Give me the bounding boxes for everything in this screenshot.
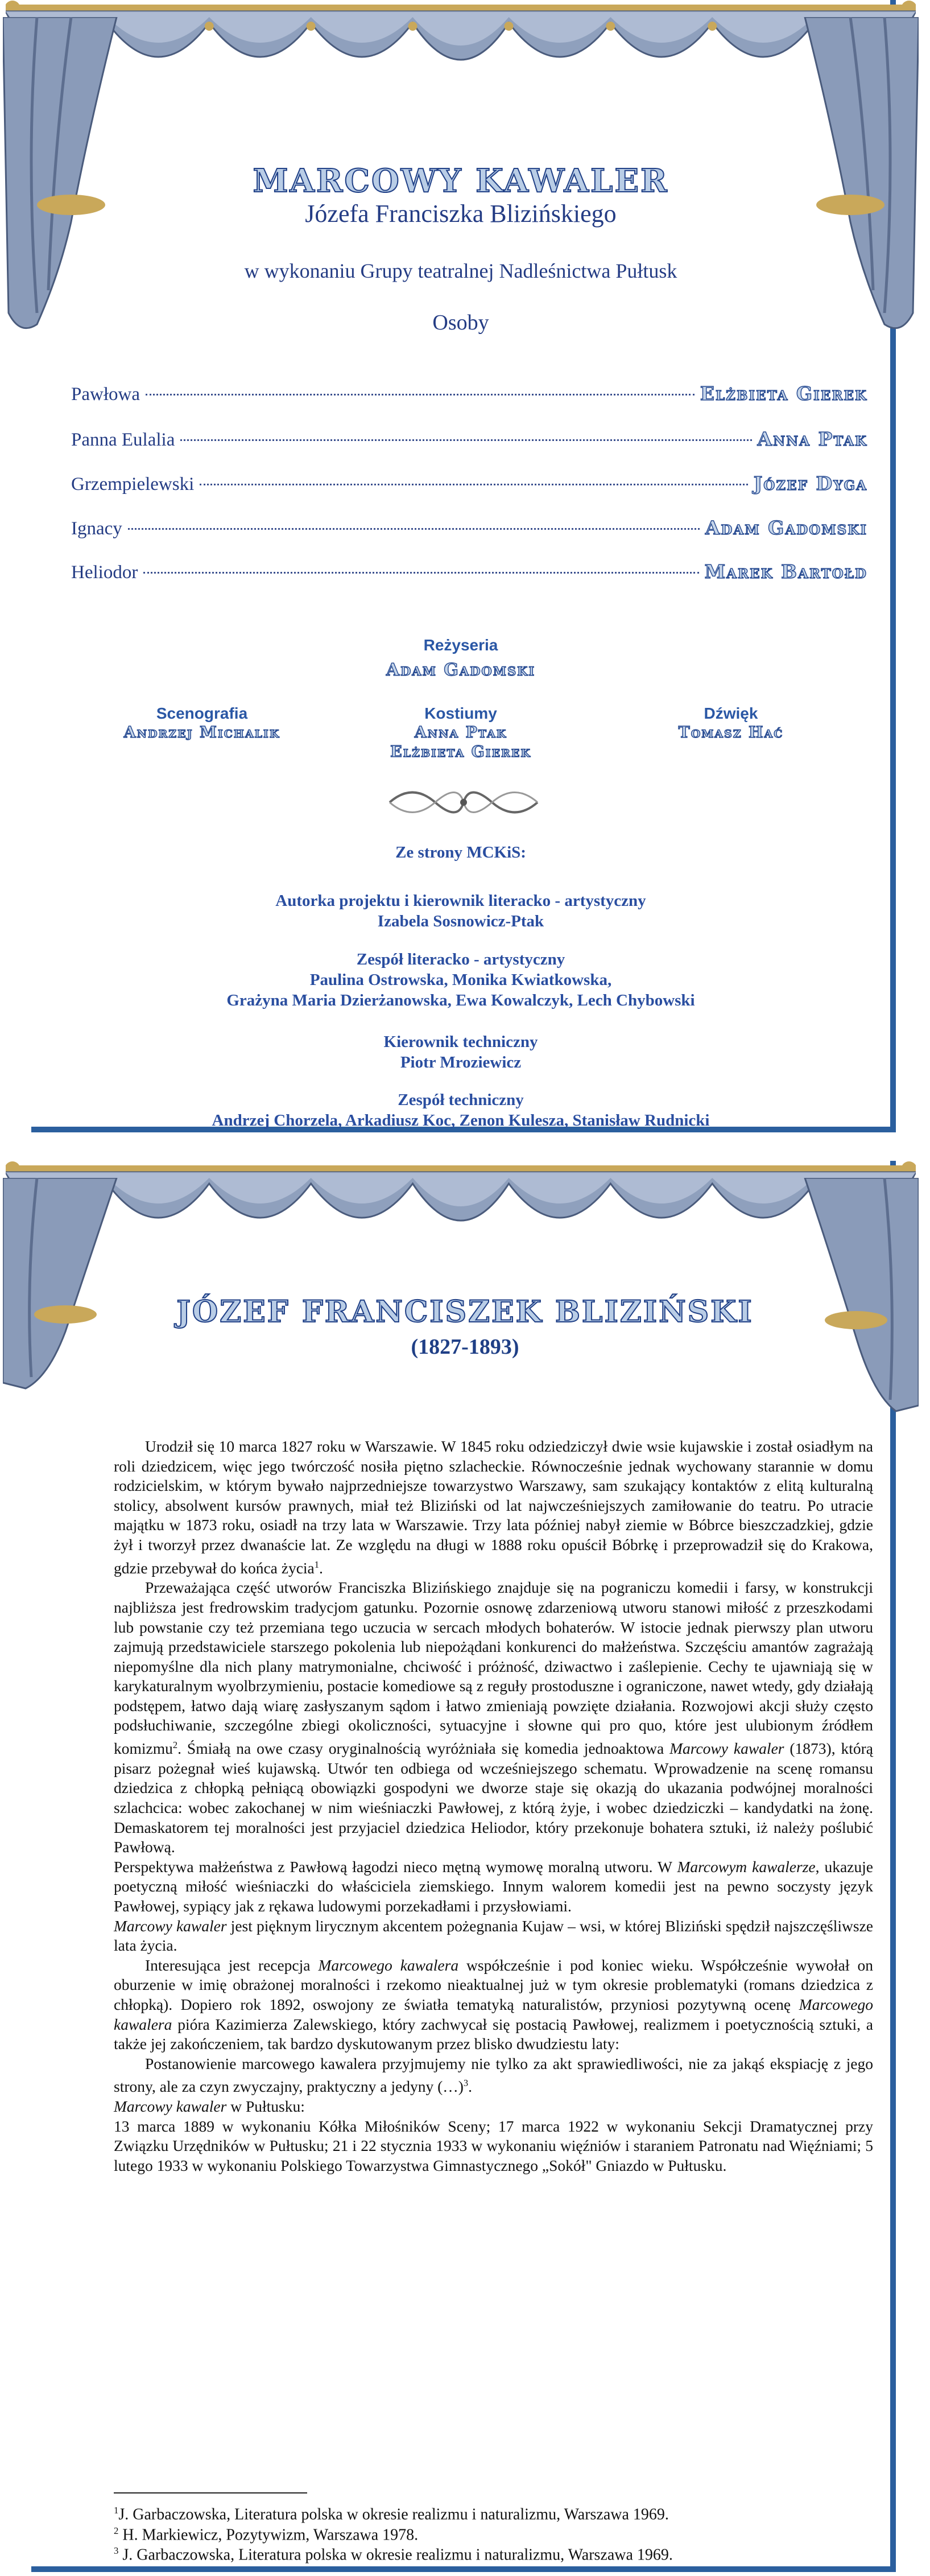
actor-name: Elżbieta Gierek — [700, 382, 867, 405]
program-page-cast — [31, 0, 896, 1132]
scenography-name: Andrzej Michalik — [123, 724, 280, 741]
footnote-text: J. Garbaczowska, Literatura polska w okresie realizmu i naturalizmu, Warszawa 1969. — [122, 2546, 673, 2564]
project-author-name: Izabela Sosnowicz-Ptak — [377, 912, 544, 930]
footnote-1: $^1$J. Garbaczowska, Literatura polska w okresie realizmu i naturalizmu, Warszawa 1969. — [114, 2505, 669, 2524]
cast-row — [71, 382, 867, 414]
tech-lead-name: Piotr Mroziewicz — [400, 1053, 522, 1071]
actor-name: Adam Gadomski — [705, 517, 867, 539]
performance-line: w wykonaniu Grupy teatralnej Nadleśnictwa Pułtusk — [244, 259, 677, 282]
role-name: Ignacy — [71, 518, 122, 539]
tech-team-label: Zespół techniczny — [398, 1091, 524, 1109]
dot-leader — [146, 394, 695, 395]
actor-name: Marek Bartołd — [704, 560, 867, 583]
dot-leader — [180, 439, 751, 441]
play-author: Józefa Franciszka Blizińskiego — [305, 200, 617, 228]
role-name: Grzempielewski — [71, 474, 195, 494]
sound-name: Tomasz Hać — [678, 724, 784, 741]
curtain-pelmet-top — [6, 1161, 916, 1292]
cast-row — [71, 472, 867, 504]
dot-leader — [143, 572, 698, 574]
footnote-text: H. Markiewicz, Pozytywizm, Warszawa 1978. — [122, 2526, 419, 2544]
persons-heading: Osoby — [432, 311, 489, 335]
biography-title: JÓZEF FRANCISZEK BLIZIŃSKI — [176, 1295, 754, 1329]
cast-row — [71, 428, 867, 460]
actor-name: Józef Dyga — [753, 472, 867, 494]
direction-name: Adam Gadomski — [386, 660, 536, 680]
tech-team-names: Andrzej Chorzela, Arkadiusz Koc, Zenon Kulesza, Stanisław Rudnicki — [212, 1111, 710, 1130]
biography-years: (1827-1893) — [411, 1335, 519, 1359]
footnote-2: $^2$ H. Markiewicz, Pozytywizm, Warszawa 1978. — [114, 2525, 419, 2544]
dot-leader — [200, 484, 747, 485]
costumes-label: Kostiumy — [424, 704, 497, 722]
project-author-label: Autorka projektu i kierownik literacko - artystyczny — [275, 892, 646, 910]
curtain-drape-left — [3, 1178, 128, 1394]
role-name: Heliodor — [71, 562, 138, 583]
sound-label: Dźwięk — [704, 704, 758, 722]
footnote-3: $^3$ J. Garbaczowska, Literatura polska w okresie realizmu i naturalizmu, Warszawa 1969. — [114, 2545, 673, 2564]
curtain-pelmet-top — [6, 0, 916, 131]
mckis-heading: Ze strony MCKiS: — [395, 843, 526, 862]
direction-label: Reżyseria — [423, 636, 498, 654]
cast-row — [71, 517, 867, 549]
footnote-text: J. Garbaczowska, Literatura polska w okresie realizmu i naturalizmu, Warszawa 1969. — [118, 2505, 669, 2524]
costumes-name: Elżbieta Gierek — [390, 743, 531, 761]
literary-team-names: Grażyna Maria Dzierżanowska, Ewa Kowalczyk, Lech Chybowski — [226, 991, 695, 1009]
scenography-label: Scenografia — [156, 704, 248, 722]
footnote-rule — [114, 2492, 307, 2493]
literary-team-label: Zespół literacko - artystyczny — [356, 950, 565, 968]
tech-lead-label: Kierownik techniczny — [383, 1033, 538, 1051]
costumes-name: Anna Ptak — [414, 724, 507, 741]
literary-team-names: Paulina Ostrowska, Monika Kwiatkowska, — [309, 971, 612, 989]
play-title: MARCOWY KAWALER — [253, 162, 669, 200]
role-name: Panna Eulalia — [71, 430, 175, 450]
dot-leader — [128, 528, 700, 530]
biography-text: Urodził się 10 marca 1827 roku w Warszawie. W 1845 roku odziedziczył dwie wsie kujawskie i został osiadłym na roli dziedzicem, więc jego twórczość nosiła piętno szlacheckie. Równocześnie jednak wychowany starannie w domu rodzicielskim, w którym bywało najprzedniejsze towarzystwo Warszawy, sam szukający kontaktów z elitą kulturalną stolicy, absolwent kursów prawnych, miał też Bliziński od lat najwcześniejszych zamiłowanie do teatru. Po utracie majątku w 1873 roku, osiadł na trzy lata w Warszawie. Trzy lata później nabył ziemie w Bóbrce bieszczadzkiej, gdzie żył i tworzył przez dwanaście lat. Ze względu na długi w 1888 roku opuścił Bóbrkę i przeprowadził się do Krakowa, gdzie przebywał do końca życia$^1$. Przeważająca część utworów Franciszka Blizińskiego znajduje się na pograniczu komedii i farsy, w konstrukcji najbliższa jest fredrowskim tradycjom gatunku. Pozornie osnowę zdarzeniową utworu stanowi miłość z przeszkodami lub powstanie czy też przemiana tego uczucia w sercach młodych bohaterów. W istocie jednak pierwszy plan utworu zajmują przedstawiciele starszego pokolenia lub niepożądani konkurenci do małżeństwa. Szczęściu amantów zagrażają niepomyślne dla nich plany matrymonialne, chciwość i próżność, dziwactwo i zaślepienie. Cechy te ujawniają się w karykaturalnym wyolbrzymieniu, postacie komediowe są z reguły prostoduszne i ograniczone, nawet wtedy, gdy działają podstępem, łatwo dają wiarę zasłyszanym sądom i łatwo zmieniają powzięte działania. Rozwojowi akcji służy często podsłuchiwanie, szczególne zbiegi okoliczności, sytuacyjne i słowne qui pro quo, które jest ulubionym źródłem komizmu$^2$. Śmiałą na owe czasy oryginalnością wyróżniała się komedia jednoaktowa Marcowy kawaler (1873), którą pisarz pożegnał wieś kujawską. Utwór ten odbiega od wcześniejszego schematu. Wprowadzenie na scenę romansu dziedzica z chłopką pełniącą obowiązki gospodyni we dworze staje się okazją do ukazania podwójnej moralności szlachcica: wobec zakochanej w nim wieśniaczki Pawłowej, z którą żyje, i wobec dziedziczki – kandydatki na żonę. Demaskatorem tej moralności jest przyjaciel dziedzica Heliodor, który przekonuje bohatera sztuki, iż należy poślubić Pawłową. Perspektywa małżeństwa z Pawłową łagodzi nieco mętną wymowę moralną utworu. W Marcowym kawalerze, ukazuje poetyczną miłość wieśniaczki do właściciela ziemskiego. Innym walorem komedii jest na pewno soczysty język Pawłowej, sypiący jak z rękawa ludowymi porzekadłami i przysłowiami. Marcowy kawaler jest pięknym lirycznym akcentem pożegnania Kujaw – wsi, w której Bliziński spędził najszczęśliwsze lata życia. Interesująca jest recepcja Marcowego kawalera współcześnie i pod koniec wieku. Współcześnie wywołał on oburzenie w imię obrażonej moralności i rzekomo nieaktualnej już w tym okresie problematyki (romans dziedzica z chłopką). Dopiero rok 1892, oswojony ze światła tematyką naturalistów, przyniosi pozytywną ocenę Marcowego kawalera pióra Kazimierza Zalewskiego, który zachwycał się postacią Pawłowej, realizmem i poetycznością sztuki, a także jej zakończeniem, tak bardzo dyskutowanym przez blisko dwudziestu laty: Postanowienie marcowego kawalera przyjmujemy nie tylko za akt sprawiedliwości, nie za jakąś ekspiację z jego strony, ale za czyn zwyczajny, praktyczny a jedyny (…)$^3$. Marcowy kawaler w Pułtusku: 13 marca 1889 w wykonaniu Kółka Miłośników Sceny; 17 marca 1922 w wykonaniu Sekcji Dramatycznej przy Związku Urzędników w Pułtusku; 21 i 22 stycznia 1933 w wykonaniu więźniów i staraniem Patronatu nad Więźniami; 5 lutego 1933 w wykonaniu Polskiego Towarzystwa Gimnastycznego „Sokół" Gniazdo w Pułtusku. — [114, 1437, 873, 2174]
actor-name: Anna Ptak — [757, 428, 867, 450]
ornament-divider — [378, 782, 549, 822]
cast-row — [71, 560, 867, 592]
role-name: Pawłowa — [71, 384, 140, 405]
